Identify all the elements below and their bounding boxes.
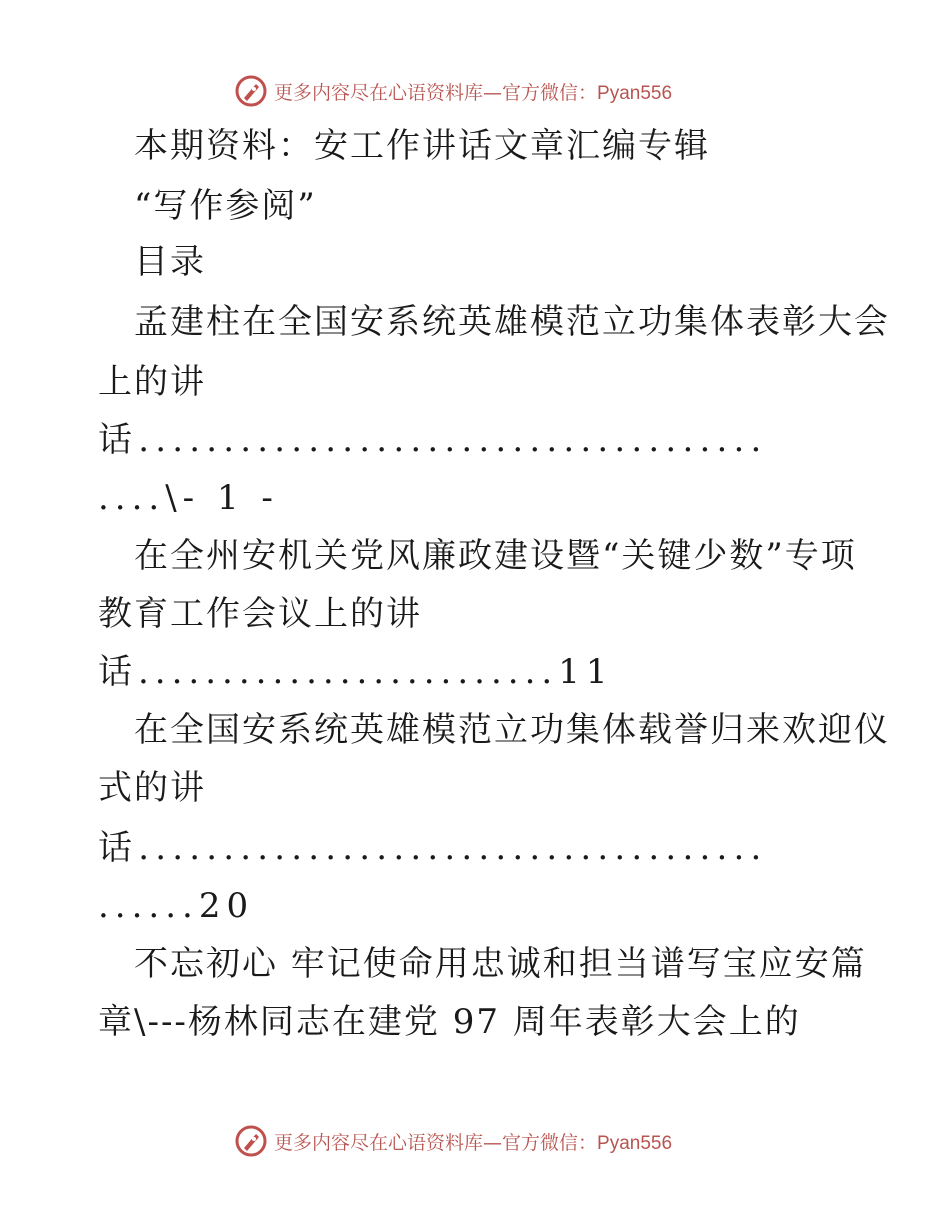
footer-watermark	[0, 1120, 950, 1160]
toc-entry-3-line-1: 在全国安系统英雄模范立功集体载誉归来欢迎仪	[134, 710, 890, 750]
toc-entry-1-page: ....\- 1 -	[98, 478, 279, 518]
watermark-text: 更多内容尽在心语资料库	[274, 81, 484, 104]
watermark-handle: Pyan556	[597, 1132, 673, 1154]
toc-entry-1-line-2: 上的讲	[98, 362, 206, 402]
toc-entry-3-line-2: 式的讲	[98, 768, 206, 808]
toc-entry-1-line-1: 孟建柱在全国安系统英雄模范立功集体表彰大会	[134, 302, 890, 342]
pen-nib-logo-icon	[234, 1124, 268, 1158]
toc-entry-4-line-2: 章\---杨林同志在建党 97 周年表彰大会上的	[98, 1002, 801, 1042]
watermark-handle: Pyan556	[597, 82, 673, 104]
toc-entry-2-line-1: 在全州安机关党风廉政建设暨“关键少数”专项	[134, 536, 857, 576]
series-name: “写作参阅”	[134, 186, 317, 226]
watermark-suffix: 官方微信：	[502, 81, 598, 104]
toc-entry-3-leader: 话.....................................	[98, 828, 768, 868]
watermark-text: 更多内容尽在心语资料库	[274, 1131, 484, 1154]
watermark-suffix: 官方微信：	[502, 1131, 598, 1154]
toc-entry-2-line-2: 教育工作会议上的讲	[98, 594, 422, 634]
toc-entry-2-leader: 话.........................11	[98, 652, 614, 692]
toc-heading: 目录	[134, 242, 206, 282]
toc-entry-1-leader: 话.....................................	[98, 420, 768, 460]
watermark-separator: —	[483, 1131, 503, 1154]
header-watermark	[0, 70, 950, 110]
issue-title: 本期资料：安工作讲话文章汇编专辑	[134, 126, 710, 166]
pen-nib-logo-icon	[234, 74, 268, 108]
toc-entry-3-page: ......20	[98, 886, 255, 926]
toc-entry-4-line-1: 不忘初心 牢记使命用忠诚和担当谱写宝应安篇	[134, 944, 867, 984]
watermark-separator: —	[483, 81, 503, 104]
